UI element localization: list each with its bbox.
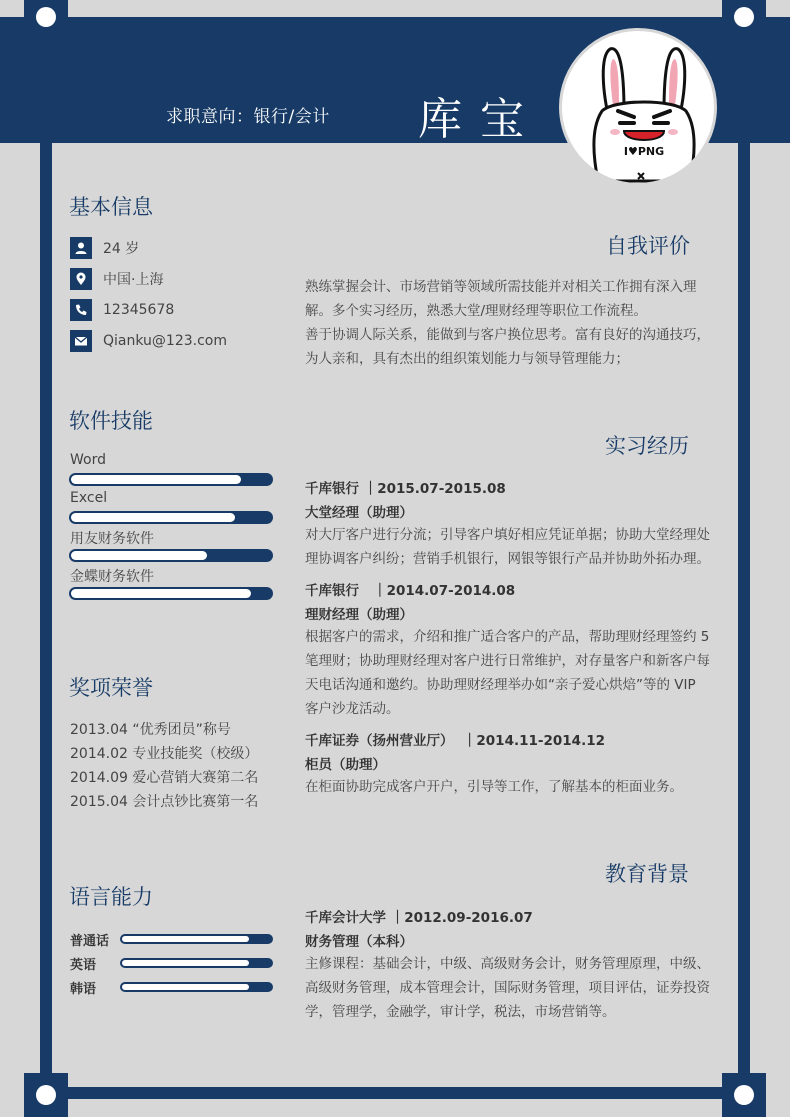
location-icon xyxy=(70,268,92,290)
award-item: 2014.09 爱心营销大赛第二名 xyxy=(70,770,259,786)
job-intent: 求职意向：银行/会计 xyxy=(166,107,330,127)
skill-bar xyxy=(69,587,273,600)
basic-info-heading: 基本信息 xyxy=(69,195,153,219)
corner-ornament-bottom-left xyxy=(24,1073,68,1117)
avatar xyxy=(559,28,717,186)
skill-bar xyxy=(69,511,273,524)
internship-description xyxy=(305,775,725,799)
award-item: 2013.04 “优秀团员”称号 xyxy=(70,722,231,738)
language-bar xyxy=(120,934,273,944)
info-row-phone xyxy=(70,298,290,322)
text-line: 善于协调人际关系，能做到与客户换位思考。富有良好的沟通技巧， xyxy=(305,327,710,343)
person-icon xyxy=(70,237,92,259)
age-text: 24 岁 xyxy=(103,241,140,257)
education-major: 财务管理（本科） xyxy=(305,934,413,950)
text-line: 为人亲和，具有杰出的组织策划能力与领导管理能力； xyxy=(305,351,629,367)
skill-bar-fill xyxy=(71,513,235,522)
skill-bar xyxy=(69,549,273,562)
language-bar-fill xyxy=(122,984,249,990)
text-line: 根据客户的需求，介绍和推广适合客户的产品，帮助理财经理签约 5 xyxy=(305,629,710,645)
language-heading: 语言能力 xyxy=(69,885,153,909)
corner-ornament-top-left xyxy=(24,0,68,39)
text-line: 学，管理学，金融学，审计学，税法，市场营销等。 xyxy=(305,1004,616,1020)
bottom-frame-bar xyxy=(40,1087,750,1099)
language-label: 普通话 xyxy=(70,934,110,949)
phone-icon xyxy=(70,299,92,321)
text-line: 天电话沟通和邀约。协助理财经理举办如“亲子爱心烘焙”等的 VIP xyxy=(305,677,696,693)
internship-org-period: 千库银行 ｜2014.07-2014.08 xyxy=(305,583,516,599)
email-text: Qianku@123.com xyxy=(103,333,227,349)
corner-ornament-bottom-right xyxy=(722,1073,766,1117)
skill-bar xyxy=(69,473,273,486)
skill-label: Word xyxy=(70,452,106,468)
internship-description xyxy=(305,523,725,571)
skill-label: 金蝶财务软件 xyxy=(70,569,154,585)
text-line: 对大厅客户进行分流；引导客户填好相应凭证单据；协助大堂经理处 xyxy=(305,527,710,543)
text-line: 解。多个实习经历，熟悉大堂/理财经理等职位工作流程。 xyxy=(305,303,648,319)
internship-role: 大堂经理（助理） xyxy=(305,505,413,521)
text-line: 笔理财；协助理财经理对客户进行日常维护，对存量客户和新客户每 xyxy=(305,653,710,669)
skill-bar-fill xyxy=(71,589,251,598)
skill-label: Excel xyxy=(70,490,108,506)
language-bar xyxy=(120,958,273,968)
left-frame-bar xyxy=(40,143,52,1088)
education-courses xyxy=(305,952,725,1024)
award-item: 2015.04 会计点钞比赛第一名 xyxy=(70,794,259,810)
language-label: 韩语 xyxy=(70,982,97,997)
info-row-location xyxy=(70,267,290,291)
right-frame-bar xyxy=(738,143,750,1088)
awards-heading: 奖项荣誉 xyxy=(69,676,153,700)
internship-org-period: 千库证券（扬州营业厅） ｜2014.11-2014.12 xyxy=(305,733,605,749)
internship-org-period: 千库银行 ｜2015.07-2015.08 xyxy=(305,481,506,497)
education-org-period: 千库会计大学 ｜2012.09-2016.07 xyxy=(305,910,533,926)
text-line: 客户沙龙活动。 xyxy=(305,701,400,717)
text-line: 主修课程：基础会计，中级、高级财务会计，财务管理原理，中级、 xyxy=(305,956,710,972)
education-heading: 教育背景 xyxy=(605,862,689,886)
info-row-email xyxy=(70,329,290,353)
candidate-name: 库宝 xyxy=(418,94,542,145)
internship-role: 理财经理（助理） xyxy=(305,607,413,623)
info-row-age xyxy=(70,236,290,260)
award-item: 2014.02 专业技能奖（校级） xyxy=(70,746,259,762)
skill-label: 用友财务软件 xyxy=(70,531,154,547)
mail-icon xyxy=(70,330,92,352)
language-label: 英语 xyxy=(70,958,97,973)
skill-bar-fill xyxy=(71,551,207,560)
internship-heading: 实习经历 xyxy=(605,434,689,458)
location-text: 中国·上海 xyxy=(103,272,164,288)
internship-role: 柜员（助理） xyxy=(305,757,386,773)
bunny-avatar-icon xyxy=(562,31,714,183)
phone-text: 12345678 xyxy=(103,302,175,318)
language-bar-fill xyxy=(122,936,249,942)
text-line: 熟练掌握会计、市场营销等领域所需技能并对相关工作拥有深入理 xyxy=(305,279,697,295)
text-line: 高级财务管理，成本管理会计，国际财务管理，项目评估，证券投资 xyxy=(305,980,710,996)
internship-description xyxy=(305,625,725,721)
self-eval-heading: 自我评价 xyxy=(606,234,690,258)
skill-bar-fill xyxy=(71,475,241,484)
skills-heading: 软件技能 xyxy=(69,409,153,433)
text-line: 在柜面协助完成客户开户，引导等工作，了解基本的柜面业务。 xyxy=(305,779,683,795)
avatar-badge: I♥PNG xyxy=(623,145,665,158)
self-eval-text xyxy=(305,275,725,371)
text-line: 理协调客户纠纷；营销手机银行，网银等银行产品并协助外拓办理。 xyxy=(305,551,710,567)
language-bar xyxy=(120,982,273,992)
language-bar-fill xyxy=(122,960,249,966)
corner-ornament-top-right xyxy=(722,0,766,39)
